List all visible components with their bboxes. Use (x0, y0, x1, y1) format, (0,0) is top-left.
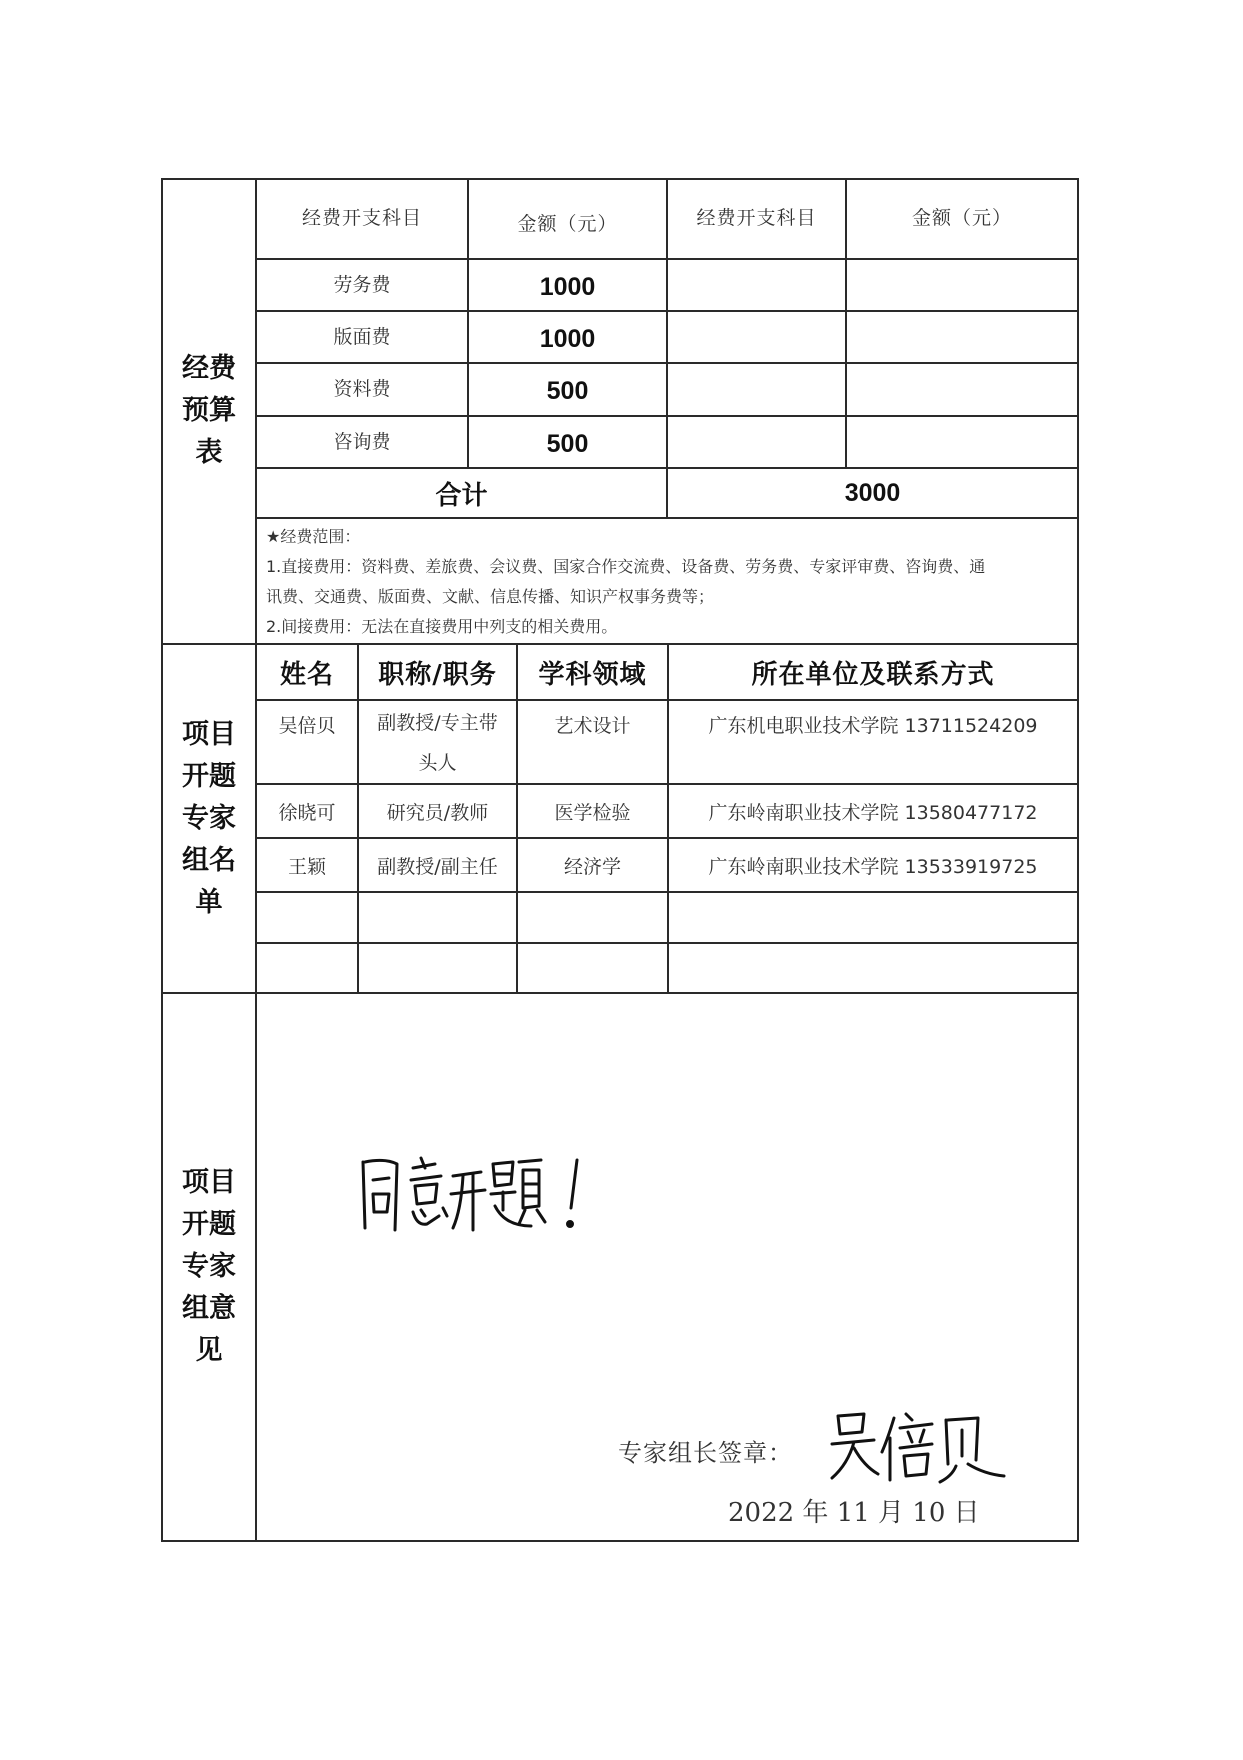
budget-amount-2: 1000 (539, 324, 596, 353)
expert-side-line-4: 组名 (182, 844, 236, 876)
expert-unit-3: 广东岭南职业技术学院 13533919725 (708, 855, 1038, 878)
budget-side-line-1: 经费 (182, 352, 236, 384)
expert-unit-2: 广东岭南职业技术学院 13580477172 (708, 801, 1038, 824)
opinion-side-label (163, 994, 255, 1540)
expert-field-2: 医学检验 (554, 801, 631, 824)
budget-note-line-2: 讯费、交通费、版面费、文献、信息传播、知识产权事务费等； (266, 587, 715, 606)
expert-header-title: 职称/职务 (378, 659, 497, 690)
frame-right (1077, 178, 1079, 1542)
opinion-side-line-4: 组意 (182, 1293, 236, 1324)
budget-note-line-3: 2.间接费用：无法在直接费用中列支的相关费用。 (266, 617, 618, 636)
expert-side-line-3: 专家 (182, 802, 236, 834)
expert-field-1: 艺术设计 (554, 714, 631, 737)
handwritten-opinion (355, 1150, 595, 1240)
expert-title-2: 研究员/教师 (386, 801, 489, 824)
expert-title-1-line-2: 头人 (418, 752, 457, 774)
opinion-side-line-2: 开题 (182, 1209, 236, 1240)
budget-side-line-2: 预算 (182, 394, 236, 426)
expert-side-label (163, 645, 255, 992)
budget-side-label (163, 178, 255, 643)
expert-title-3: 副教授/副主任 (377, 855, 498, 878)
frame-bottom (161, 1540, 1079, 1542)
expert-header-unit: 所在单位及联系方式 (751, 659, 995, 690)
budget-amount-3: 500 (546, 376, 589, 405)
expert-side-line-1: 项目 (182, 718, 236, 750)
budget-header-amount-2: 金额（元） (911, 206, 1012, 229)
budget-header-amount-1: 金额（元） (517, 212, 618, 235)
budget-note-line-1: 1.直接费用：资料费、差旅费、会议费、国家合作交流费、设备费、劳务费、专家评审费、咨询费、通 (266, 557, 986, 576)
expert-name-1: 吴倍贝 (278, 714, 336, 737)
expert-header-name: 姓名 (279, 659, 334, 690)
budget-header-item-2: 经费开支科目 (696, 206, 817, 229)
opinion-side-line-1: 项目 (182, 1167, 236, 1198)
opinion-side-line-5: 见 (195, 1335, 223, 1366)
budget-note-heading: ★经费范围： (266, 527, 361, 546)
budget-item-2: 版面费 (333, 325, 391, 348)
budget-item-3: 资料费 (333, 377, 391, 400)
budget-side-line-3: 表 (195, 436, 223, 468)
expert-title-1 (359, 703, 516, 783)
budget-header-item-1: 经费开支科目 (301, 206, 422, 229)
budget-amount-1: 1000 (539, 272, 596, 301)
budget-amount-4: 500 (546, 429, 589, 458)
expert-side-line-5: 单 (195, 886, 223, 918)
expert-name-3: 王颖 (287, 855, 326, 878)
expert-unit-1: 广东机电职业技术学院 13711524209 (708, 714, 1038, 737)
budget-item-1: 劳务费 (333, 273, 391, 296)
opinion-side-line-3: 专家 (182, 1251, 236, 1282)
sign-date: 2022 年 11 月 10 日 (728, 1498, 980, 1528)
signature-handwriting (828, 1408, 1010, 1484)
budget-item-4: 咨询费 (333, 430, 391, 453)
expert-name-2: 徐晓可 (278, 801, 336, 824)
expert-header-field: 学科领域 (538, 659, 647, 690)
section-line-2 (161, 992, 1079, 994)
expert-side-line-2: 开题 (182, 760, 236, 792)
signature-label: 专家组长签章： (618, 1439, 793, 1467)
budget-total-label: 合计 (435, 480, 488, 511)
expert-field-3: 经济学 (563, 855, 621, 878)
budget-total-value: 3000 (844, 478, 901, 507)
expert-title-1-line-1: 副教授/专主带 (377, 712, 498, 734)
